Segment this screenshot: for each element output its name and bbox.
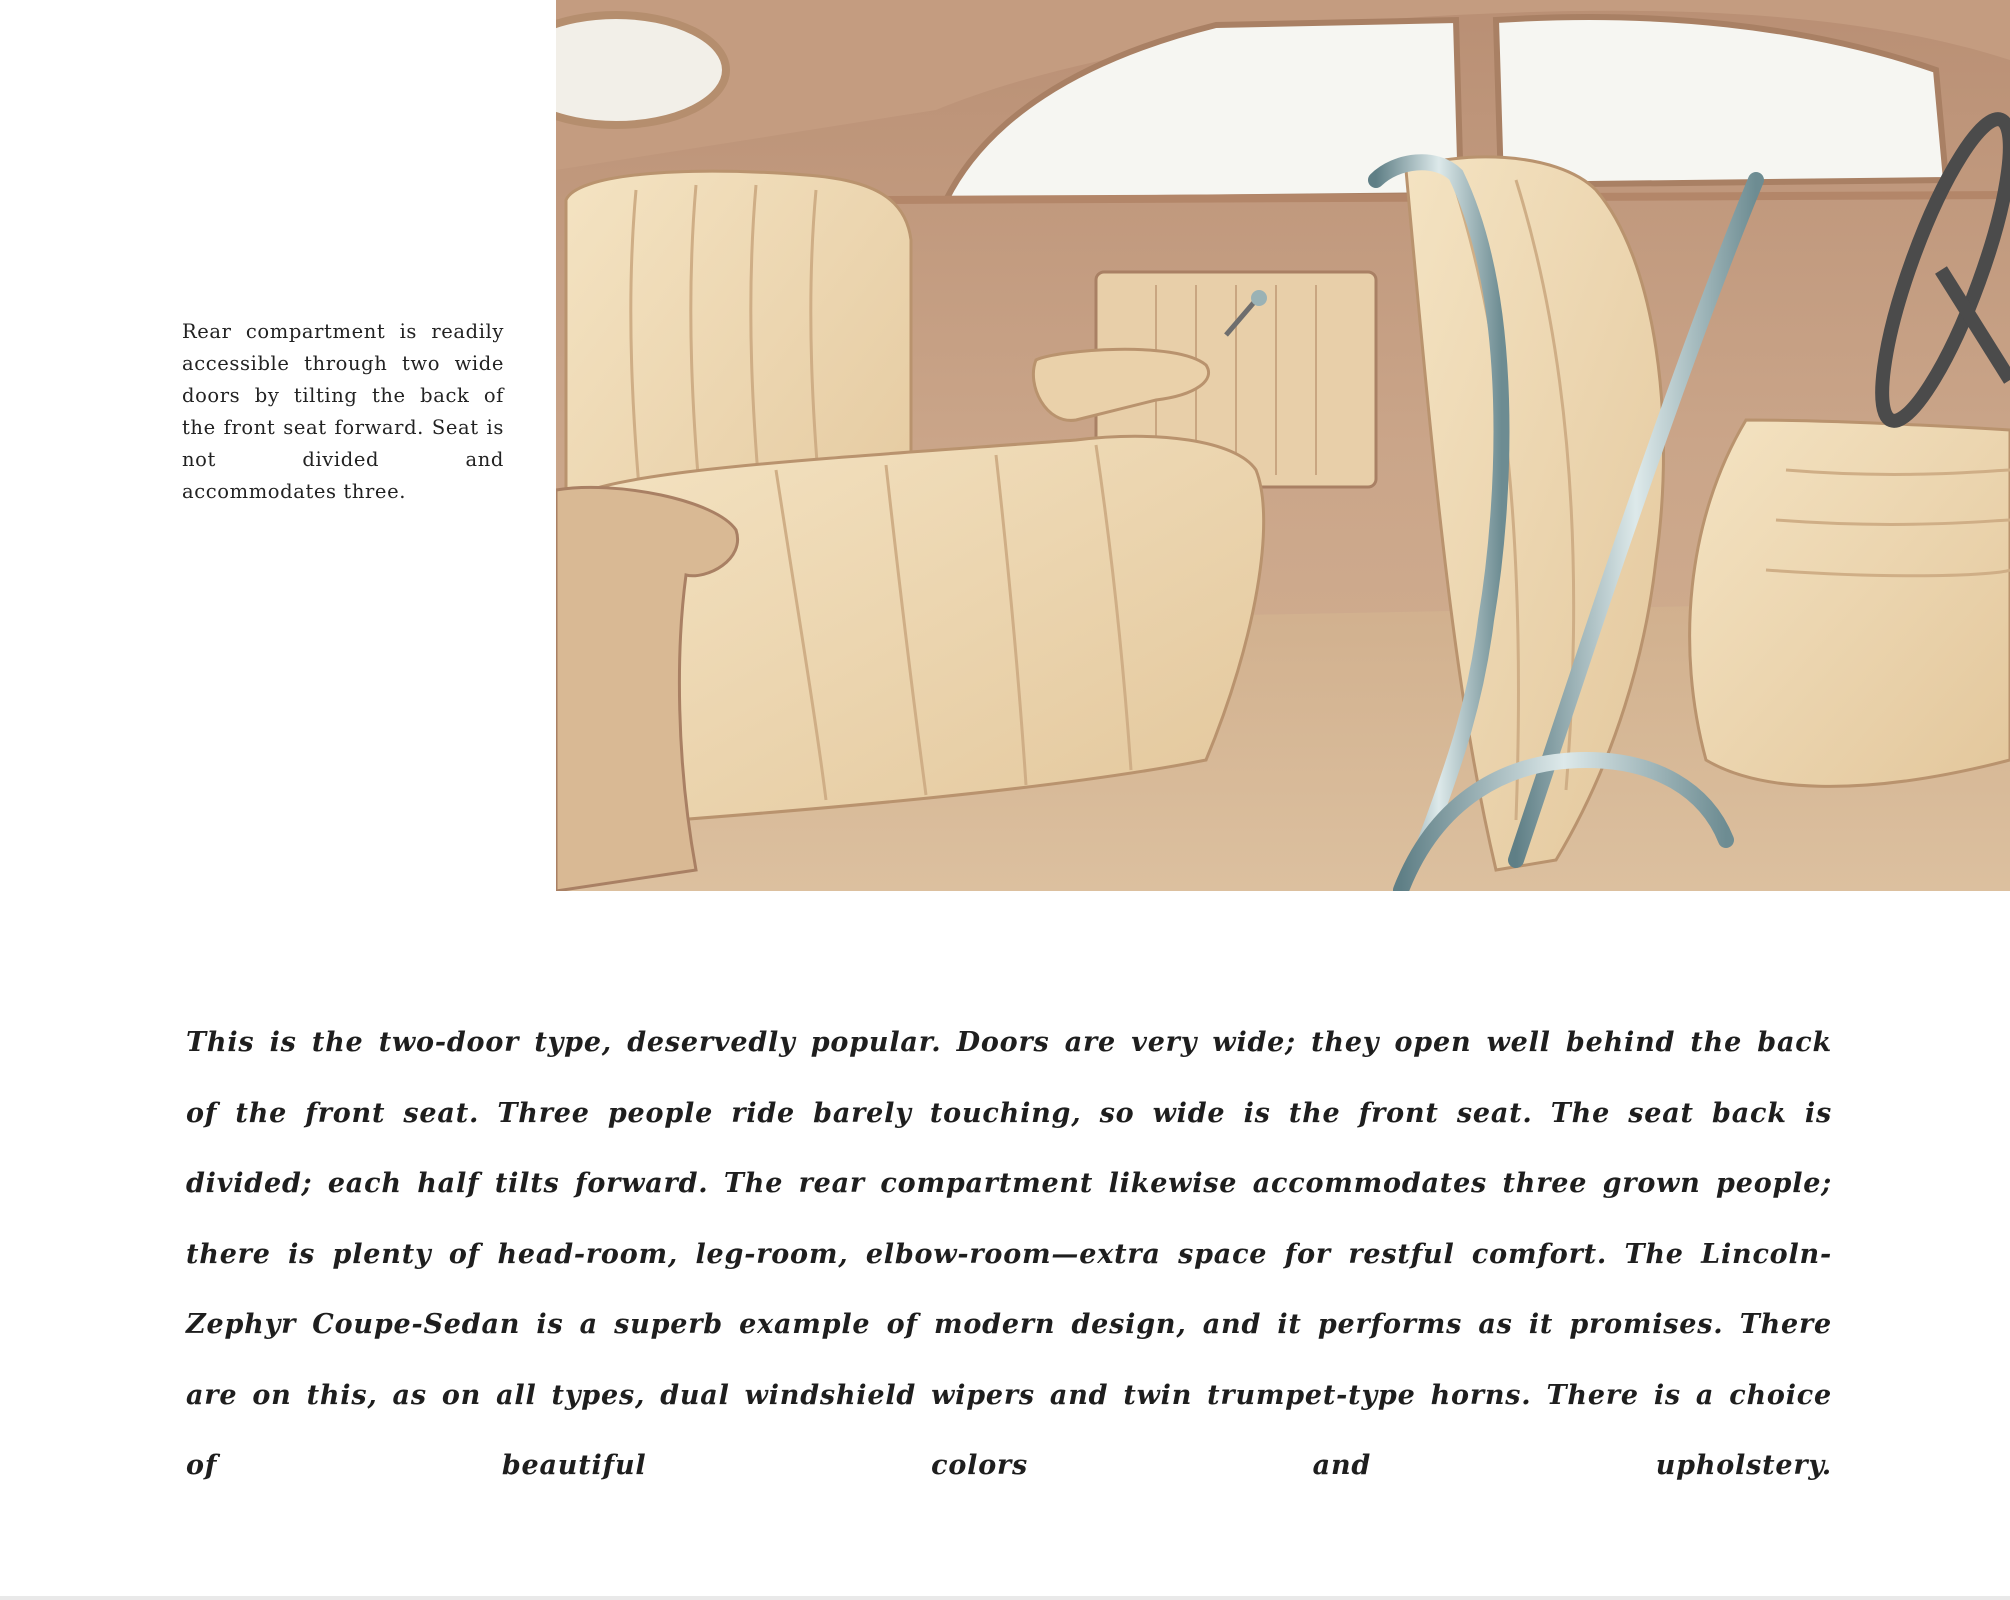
illustration-caption: Rear compartment is readily accessible through two wide doors by tilting the back of the front seat forward. Seat is not divided and accommodates three. (182, 320, 504, 503)
page-bottom-rule (0, 1596, 2010, 1600)
car-interior-illustration (556, 0, 2010, 891)
body-paragraph: This is the two-door type, deservedly popular. Doors are very wide; they open well behind the back of the front seat. Three people ride barely touching, so wide is the front seat. The seat back is divided; each half tilts forward. The rear compartment likewise accommodates three grown people; there is plenty of head-room, leg-room, elbow-room—extra space for restful comfort. The Lincoln-Zephyr Coupe-Sedan is a superb example of modern design, and it performs as it promises. There are on this, as on all types, dual windshield wipers and twin trumpet-type horns. There is a choice of beautiful colors and upholstery. (186, 1027, 1832, 1481)
